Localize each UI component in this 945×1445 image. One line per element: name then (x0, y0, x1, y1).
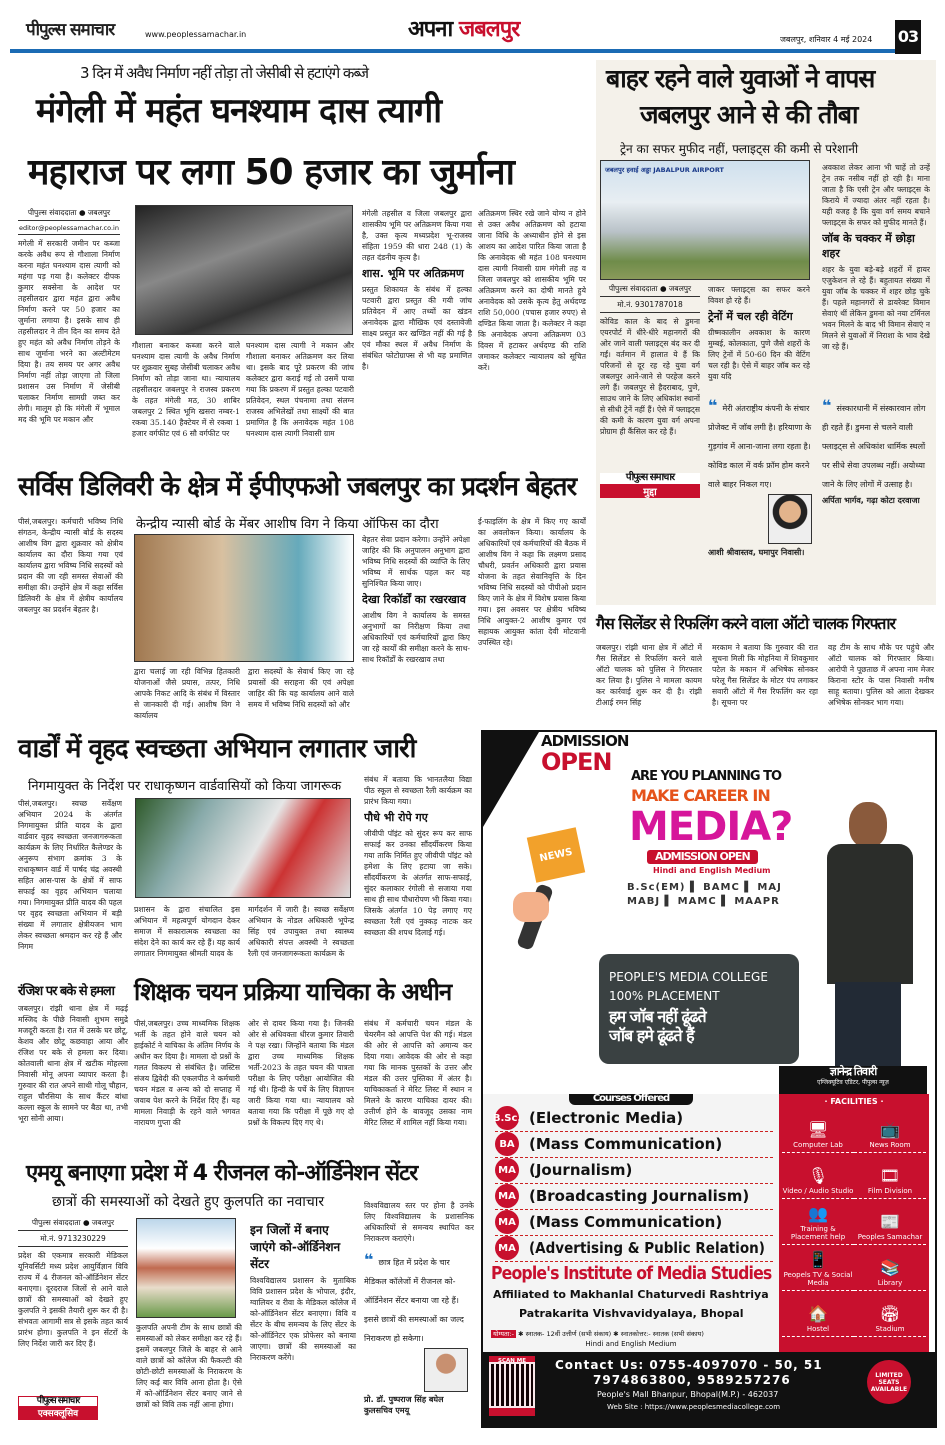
mu-col-1 (18, 1218, 128, 1440)
section-title-b: जबलपुर (458, 17, 520, 42)
ad-question-1: ARE YOU PLANNING TO (631, 769, 782, 784)
website-link[interactable]: www.peoplessamachar.in (145, 30, 247, 39)
quote-text: संस्कारधानी में संस्कारवान लोग ही रहते हैं। डुमना से चलने वाली फ्लाइट्स से अधिकांश धार्मिक स्थलों पर सीधे सेवा उपलब्ध नहीं। अयोध्या जाने के लिए लोगों में उत्साह है। (822, 404, 926, 489)
exclusive-tag (18, 1396, 98, 1420)
ad-question-3: MEDIA? (629, 804, 793, 850)
quote-text: मेरी अंतराष्ट्रीय कंपनी के संचार प्रोजेक्ट में जॉब लगी है। हरियाणा के गुड़गांव में आना-जाना लगा रहता है। कोविड काल में वर्क फ्रॉम होम करने वाले बाहर निकल गए। (708, 404, 812, 489)
page-number: 03 (895, 20, 921, 54)
bubble-line-1: PEOPLE'S MEDIA COLLEGE (609, 970, 768, 984)
speech-bubble (599, 954, 799, 1064)
ranjish-text: जबलपुर। रांझी थाना क्षेत्र में मढ़ई मस्जिद के पीछे निवासी शुभम समुद्रे मजदूरी करता है। रात में उसके घर छोटू, केशव और छोटू कछवाहा आया और रंजिश पर बके से हमला कर दिया। कोतवाली थाना क्षेत्र में खटीक मोहल्ला निवासी मोनू अपना व्यापार करता है। गुरुवार की रात अपने साथी गोलू चौहान, राहुल चौरसिया के साथ कैंटर बांधा कल्ला स्कूल के सामने पर बैठा था, तभी भूरा सोनी आया। (18, 1003, 128, 1123)
courses-list (483, 1106, 779, 1262)
gas-story (594, 612, 939, 724)
swachh-subhead: निगमायुक्त के निर्देश पर राधाकृष्णन वार्डवासियों को किया जागरूक (28, 779, 342, 794)
phone: मो.नं. 9713230229 (18, 1234, 128, 1247)
section-title (408, 18, 519, 41)
swachh-text-2: प्रशासन के द्वारा संचालित इस अभियान में महत्वपूर्ण योगदान देकर समाज में सकारात्मक स्वच्छता का संदेश देने का कार्य कर रहे हैं। यह कार्य लगातार निगमायुक्त श्रीमती यादव के (134, 905, 240, 958)
ad-question-2: MAKE CAREER IN (631, 786, 770, 805)
tag-label: एक्सक्लूसिव (19, 1406, 97, 1419)
lead-text-1: मगेली में सरकारी जमीन पर कब्जा करके अवैध रूप से गौशाला निर्माण करना महंत घनश्याम दास त्यागी को महंगा पड़ गया है। कलेक्टर दीपक कुमार सक्सेना के आदेश पर तहसीलदार द्वारा महंत द्वारा अवैध निर्माण करने पर 50 हजार का जुर्माना लगाया है। इसके साथ ही तहसीलदार ने तीन दिन का समय देते हुए महंत को अवैध निर्माण तोड़ने के साथ जुर्माना भरने का अल्टीमेटम दिया है। तय समय पर अगर अवैध निर्माण नहीं तोड़ा जाएगा तो जिला प्रशासन उस निर्माण में जेसीबी चलाकर निर्माण सामग्री जब्त कर लेगी। मालूम हो कि मंगेली में भूमाल मद की भूमि पर मकान और (18, 239, 120, 424)
degree-badge: MA (495, 1210, 519, 1234)
epfo-headline: सर्विस डिलिवरी के क्षेत्र में ईपीएफओ जबलपुर का प्रदर्शन बेहतर (18, 472, 577, 502)
mu-headline: एमयू बनाएगा प्रदेश में 4 रीजनल को-ऑर्डिनेशन सेंटर (26, 1161, 418, 1186)
stadium-icon: 🏟 (879, 1304, 901, 1323)
lead-col-4 (362, 208, 472, 461)
shikshak-text-2: ओर से दायर किया गया है। जिनकी ओर से अधिवक्ता धीरज कुमार तिवारी ने पक्ष रखा। जिन्होंने बताया कि मंडल द्वारा उच्च माध्यमिक शिक्षक भर्ती-2023 के तहत चयन की पात्रता परीक्षा के लिए परीक्षा आयोजित की गई थी। हिन्दी के पर्चे के लिए विज्ञापन जारी किया गया था। न्यायालय को बताया गया कि परीक्षा में पूछे गए दो प्रश्नों के विकल्प दिए गए थे। (248, 1019, 354, 1127)
issue-date: जबलपुर, शनिवार 4 मई 2024 (780, 35, 873, 44)
lead-headline-2: महाराज पर लगा 50 हजार का जुर्माना (28, 152, 514, 193)
mu-text-3: विश्वविद्यालय प्रशासन के मुताबिक विवि प्रशासन प्रदेश के भोपाल, इंदौर, ग्वालियर व रीवा के मेडिकल कॉलेज में को-ऑर्डिनेशन सेंटर बनाएगा। विवि व सेंटर के बीच समन्वय के लिए सेंटर के को-ऑर्डिनेटर एक प्रोफेसर को बनाया जाएगा। छात्रों की समस्याओं का निराकरण करेंगे। (250, 1276, 356, 1362)
epfo-text-3: द्वारा सदस्यों के सेवार्थ किए जा रहे प्रयासों की सराहना की एवं अपेक्षा जाहिर की कि यह कार्यालय आने वाले समय में भविष्य निधि सदस्यों को और (248, 667, 354, 709)
epfo-photo (134, 534, 354, 662)
shikshak-story (134, 980, 479, 1150)
facility-item (854, 1107, 926, 1153)
qr-code[interactable] (489, 1356, 535, 1416)
bubble-line-3: हम जॉब नहीं ढूंढते (609, 1007, 706, 1026)
lead-story (0, 58, 592, 468)
medium-label-2: Hindi and English Medium (585, 1340, 677, 1349)
airport-subhead-3: जॉब के चक्कर में छोड़ा शहर (822, 232, 915, 260)
airport-subhead-2: ट्रेनों में चल रही वेटिंग (708, 310, 793, 323)
lead-photo (135, 205, 353, 335)
epfo-story (0, 472, 590, 727)
newspaper-icon: 📰 (880, 1212, 900, 1231)
facility-item (854, 1245, 926, 1291)
facility-item (782, 1291, 854, 1337)
epfo-text-5: ई-फाइलिंग के क्षेत्र में किए गए कार्यों का अवलोकन किया। कार्यालय के अधिकारियों एवं कर्मचारियों की बैठक में आशीष विग ने कहा कि लक्ष्मण प्रसाद चौधरी, प्रवर्तन अधिकारी द्वारा प्रयास योजना के तहत सेवानिवृत्ति के दिन भविष्य निधि सदस्यों को पीपीओ प्रदान किए जाने के क्षेत्र में विशेष प्रयास किया गया। इस अवसर पर क्षेत्रीय भविष्य निधि आयुक्त-2 आशीष कुमार एवं सहायक आयुक्त कांता देवी मोटवानी उपस्थित रहे। (478, 517, 586, 647)
corner-triangle (483, 732, 539, 827)
course-name: (Journalism) (529, 1161, 633, 1179)
ranjish-headline: रंजिश पर बके से हमला (18, 984, 115, 999)
poll-label: मुद्दा (600, 484, 700, 498)
airport-col-3 (822, 162, 930, 390)
degree-badge: MA (495, 1184, 519, 1208)
course-name: (Electronic Media) (529, 1109, 684, 1127)
swachh-text-4a: संबंध में बताया कि भानतलैया विद्या पीठ स्कूल से स्वच्छता रैली कार्यक्रम का प्रारंभ किया गया। (364, 775, 472, 806)
mu-subhead: छात्रों की समस्याओं को देखते हुए कुलपति का नवाचार (52, 1194, 325, 1210)
ranjish-story (18, 980, 128, 1150)
open-label: OPEN (541, 748, 612, 776)
institute-name: People's Institute of Media Studies (491, 1262, 772, 1284)
gas-text-2: मरकाम ने बताया कि गुरुवार की रात सूचना मिली कि मोहनिया में शिवकुमार पटेल के मकान में अभिषेक सोनकर घरेलू गैस सिलेंडर के मोटर पंप लगाकर सवारी ऑटो में गैस रिफलिंग कर रहा है। सूचना पर (712, 643, 818, 707)
facility-label: Video / Audio Studio (782, 1187, 854, 1195)
airport-col-2 (708, 284, 810, 390)
courses-panel (483, 1094, 779, 1352)
masthead (0, 0, 945, 54)
epfo-col-4 (362, 534, 470, 722)
airport-headline-1: बाहर रहने वाले युवाओं ने वापस (606, 64, 875, 93)
epfo-text-1: पीसं,जबलपुर। कर्मचारी भविष्य निधि संगठन, केन्द्रीय न्यासी बोर्ड के सदस्य आशीष विग द्वारा शुक्रवार को क्षेत्रीय कार्यालय का दौरा किया गया एवं कार्यालय द्वारा भविष्य निधि सदस्यों को प्रदान की जा रही समस्त सेवाओं की समीक्षा की। उन्होंने क्षेत्र में कहा सर्विस डिलिवरी के क्षेत्र में क्षेत्रीय कार्यालय जबलपुर का प्रदर्शन बेहतर है। (18, 517, 123, 614)
course-item (495, 1132, 773, 1158)
contact-phone-1: Contact Us: 0755-4097070 - 50, 51 (555, 1358, 823, 1372)
poll-logo-text: पीपुल्स समाचार (625, 472, 675, 483)
facility-item (782, 1199, 854, 1245)
admission-pill: ADMISSION OPEN (647, 850, 758, 864)
library-icon: 📚 (880, 1258, 900, 1277)
swachh-text-3: मार्गदर्शन में जारी है। स्वच्छ सर्वेक्षण अभियान के नोडल अधिकारी भूपेन्द्र सिंह एवं उपायुक्त तथा स्वास्थ्य अधिकारी संपत्त अवस्थी ने स्वच्छता रैली एवं जनजागरूकता कार्यक्रम के (248, 905, 354, 958)
tv-icon: 📺 (880, 1120, 900, 1139)
lead-headline-1: मंगेली में महंत घनश्याम दास त्यागी (36, 91, 442, 131)
degree-badge: MA (495, 1236, 519, 1260)
mu-text-1: प्रदेश की एकमात्र सरकारी मेडिकल यूनिवर्सिटी मध्य प्रदेश आयुर्विज्ञान विवि राज्य में 4 रीजनल को-ऑर्डिनेशन सेंटर बनाएगा। दूरदराज जिलों से आने वाले छात्रों की समस्याओं को देखते हुए कुलपति ने इसकी तैयारी शुरू कर दी है। संभवतः आगामी सत्र से इसके तहत कार्य प्रारंभ होगा। कुलपति ने इन सेंटरों के लिए निर्देश जारी कर दिए हैं। (18, 1251, 128, 1348)
social-icon: 📱 (808, 1250, 828, 1269)
course-item (495, 1210, 773, 1236)
facility-item (854, 1291, 926, 1337)
studio-icon: 🎙 (807, 1166, 829, 1185)
facility-label: Computer Lab (793, 1141, 843, 1149)
course-item (495, 1184, 773, 1210)
poll-logo (600, 473, 700, 498)
person-photo (817, 802, 917, 1066)
person-title: एग्जिक्यूटिव एडिटर, पीपुल्स न्यूज़ (817, 1078, 889, 1086)
quote-box-2 (822, 396, 932, 601)
mu-col-3 (250, 1218, 356, 1438)
facility-label: Stadium (875, 1325, 905, 1333)
mu-subhead-2: इन जिलों में बनाए जाएंगे को-ऑर्डिनेशन सेंटर (250, 1223, 341, 1271)
address: People's Mall Bhanpur, Bhopal(M.P.) - 462037 (597, 1390, 779, 1399)
epfo-text-2: द्वारा चलाई जा रही विभिन्न हितकारी योजनाओं जैसे प्रयास, तत्पर, निधि आपके निकट आदि के संबंध में विस्तार से जानकारी दी गई। आशीष विग ने कार्यालय (134, 667, 240, 720)
quote-author: अर्पिता भार्गव, गढ़ा कोटा दरवाजा (822, 496, 920, 505)
person-name: ज्ञानेन्द्र तिवारी (829, 1065, 877, 1078)
epfo-subhead-2: देखा रिकॉर्डों का रखरखाव (362, 593, 466, 606)
quote-icon: ❝ (822, 396, 832, 415)
mu-col-4 (364, 1200, 474, 1440)
gas-headline: गैस सिलेंडर से रिफलिंग करने वाला ऑटो चालक गिरफ्तार (596, 614, 896, 633)
facility-label: Hostel (806, 1325, 830, 1333)
degree-badge: B.Sc. (495, 1106, 519, 1130)
swachh-text-4b: जीवीपी पॉइंट को सुंदर रूप कर साफ सफाई कर उनका सौंदर्यीकरण किया गया ताकि निर्मित हुए जीवीपी पॉइंट को हमेशा के लिए हटाया जा सके। सौंदर्यीकरण के अंतर्गत साफ-सफाई, सुंदर कलाकार रंगोली से सजाया गया साथ ही साथ पौधारोपण भी किया गया। जिसके अंतर्गत 10 पेड़ लगाए गए स्वच्छता रैली एवं नुक्कड़ नाटक कर स्वच्छता की शपथ दिलाई गई। (364, 829, 472, 937)
degree-badge: BA (495, 1132, 519, 1156)
medium-label: Hindi and English Medium (653, 866, 771, 875)
affiliation-1: Affiliated to Makhanlal Chaturvedi Rashtriya (493, 1288, 769, 1302)
shikshak-text-1: पीसं,जबलपुर। उच्च माध्यमिक शिक्षक भर्ती के तहत होने वाले चयन को हाईकोर्ट ने याचिका के अंतिम निर्णय के अधीन कर दिया है। मामला दो प्रश्नों के गलत विकल्प से संबंधित है। जस्टिस संजय द्विवेदी की एकलपीठ ने कर्मचारी चयन मंडल व अन्य को दो सप्ताह में जवाब पेश करने के निर्देश दिए हैं। यह मामला निवाड़ी के रहने वाले भगवत नारायण गुप्ता की (134, 1019, 240, 1127)
airport-col-1 (600, 284, 700, 599)
tag-logo: पीपुल्स समाचार (36, 1396, 80, 1406)
facility-item (782, 1107, 854, 1153)
course-name: (Mass Communication) (529, 1213, 723, 1231)
gas-text-3: वह टीम के साथ मौके पर पहुंचे और ऑटो चालक को गिरफ्तार किया। आरोपी ने पूछताछ में अपना नाम मेजर किराना स्टोर के पास निवासी मनीष साहू बताया। पुलिस को आता देखकर अभिषेक सोनकर भाग गया। (828, 643, 934, 707)
airport-text-2b: ग्रीष्मकालीन अवकाश के कारण मुम्बई, कोलकाता, पुणे जैसे शहरों के लिए ट्रेनों में 50-60 दिन की वेटिंग चल रही है। ऐसे में बाहर जॉब कर रहे युवा यदि (708, 328, 810, 381)
airport-text-3b: शहर के युवा बड़े-बड़े शहरों में हायर एजुकेशन ले रहे हैं। बहुतायत संख्या में युवा जॉब के चक्कर में शहर छोड़ चुके हैं। पहले महानगरों से डायरेक्ट विमान सेवाएं थीं लेकिन डुमना को नया टर्मिनल भवन मिलने के बाद भी विमान सेवाएं न मिलने से युवाओं में निराशा के भाव देखे जा रहे हैं। (822, 265, 930, 351)
microphone-icon (513, 832, 593, 952)
computer-icon: 🖥 (807, 1120, 829, 1139)
portrait-photo (424, 1348, 468, 1392)
bubble-line-4: जॉब हमे ढूंढते हैं (609, 1026, 694, 1045)
swachh-story (0, 732, 478, 972)
lead-text-3: घनश्याम दास त्यागी ने मकान और गौशाला बनाकर अतिक्रमण कर लिया था। इसके बाद पूरे प्रकरण की जांच कलेक्टर द्वारा कराई गई तो उसमें पाया गया कि प्रकरण में प्रस्तुत हल्का पटवारी प्रतिवेदन, स्थल पंचनामा तथा संलग्न राजस्व अभिलेखों तथा साक्ष्यों की बात प्रमाणित है कि अनावेदक महंत 108 घनश्याम दास त्यागी निवासी ग्राम (246, 341, 354, 438)
phone: मो.नं. 9301787018 (600, 300, 700, 313)
affiliation-2: Patrakarita Vishvavidyalaya, Bhopal (519, 1307, 744, 1321)
airport-subhead: ट्रेन का सफर मुफीद नहीं, फ्लाइट्स की कमी से परेशानी (620, 142, 859, 156)
quote-author: आशी श्रीवास्तव, घमापुर निवासी। (708, 548, 805, 557)
course-name: (Advertising & Public Relation) (529, 1239, 765, 1257)
facility-label: Peopels TV & Social Media (783, 1271, 853, 1287)
swachh-col-4 (364, 774, 472, 964)
qr-icon (491, 1364, 533, 1406)
shikshak-text-3: संबंध में कर्मचारी चयन मंडल के चेयरमैन को आपत्ति पेश की गई। मंडल की ओर से आपत्ति को अमान्य कर दिया गया। आवेदक की ओर से कहा गया कि मानक पुस्तकों के उत्तर और मंडल की उत्तर पुस्तिका में अंतर है। याचिकाकर्ता ने मेरिट लिस्ट में स्थान न मिलने के कारण याचिका दायर की। उत्तीर्ण होने के बावजूद उसका नाम मेरिट लिस्ट में शामिल नहीं किया गया। (364, 1019, 472, 1127)
facilities-panel (779, 1094, 929, 1352)
facility-item (782, 1153, 854, 1199)
lead-text-5: अतिक्रमण स्थिर रखे जाने योग्य न होने से उक्त अवैध अतिक्रमण को हटाया जाना विधि के अध्याधीन होने से इस आशय का आदेश पारित किया जाता है कि अनावेदक श्री महंत 108 घनश्याम दास त्यागी निवासी ग्राम मंगेली तह व जिला जबलपुर को शासकीय भूमि पर अतिक्रमण करने का दोषी मानते हुये अनावेदक को उसके कृत्य हेतु अर्थदण्ड राशि 50,000 (पचास हजार रुपए) से दण्डित किया जाता है। कलेक्टर ने कहा कि अनावेदक अपना अतिक्रमण 03 दिवस में हटाकर अर्थदण्ड की राशि जमाकर कलेक्टर न्यायालय को सूचित करें। (478, 209, 586, 372)
eligibility-text: ✱ स्नातक- 12वीं उत्तीर्ण (सभी संकाय) ✱ स्नातकोत्तर:- स्नातक (सभी संकाय) (518, 1330, 704, 1339)
ad-website[interactable]: Web Site : https://www.peoplesmediacollege.com (607, 1403, 781, 1411)
contact-bar (483, 1352, 937, 1428)
gas-text-1: जबलपुर। रांझी थाना क्षेत्र में ऑटो में गैस सिलेंडर से रिफलिंग करने वाले ऑटो चालक को पुलिस ने गिरफ्तार कर लिया है। पुलिस ने मामला कायम कर कार्रवाई शुरू कर दी है। रांझी टीआई रमन सिंह (596, 643, 702, 707)
airport-text-2a: जाकर फ्लाइट्स का सफर करने विवश हो रहे हैं। (708, 285, 810, 305)
epfo-subhead: केन्द्रीय न्यासी बोर्ड के मेंबर आशीष विग ने किया ऑफिस का दौरा (136, 517, 439, 532)
lead-col-1 (18, 208, 120, 458)
masthead-rule (10, 49, 895, 53)
epfo-text-4b: आशीष विग ने कार्यालय के समस्त अनुभागों का निरीक्षण किया तथा अधिकारियों एवं कर्मचारियों द्वारा किए जा रहे कार्यों की समीक्षा करने के साथ-साथ रिकॉर्डों के रखरखाव तथा (362, 611, 470, 664)
hostel-icon: 🏠 (808, 1304, 828, 1323)
facility-item (854, 1199, 926, 1245)
facilities-grid (782, 1107, 926, 1337)
airport-photo (600, 160, 810, 280)
swachh-text-1: पीसं,जबलपुर। स्वच्छ सर्वेक्षण अभियान 2024 के अंतर्गत निगमायुक्त प्रीति यादव के द्वारा वार्डवार वृहद स्वच्छता जनजागरूकता कार्यक्रम के लिए निर्धारित कैलेण्डर के अनुरूप संभाग क्रमांक 3 के राधाकृष्णन वार्ड में पार्षद चंद्र अवस्थी सहित आस-पास के क्षेत्रों में साफ सफाई का वृहद अभियान चलाया गया। निगमायुक्त प्रीति यादव की पहल पर वृहद स्वच्छता अभियान में बड़ी संख्या में लगातार क्षेत्रीयजन भाग लेकर स्वच्छता श्रमदान कर रहे हैं और निगम (18, 799, 122, 951)
shikshak-headline: शिक्षक चयन प्रक्रिया याचिका के अधीन (134, 978, 452, 1006)
mu-text-2: कुलपति अपनी टीम के साथ छात्रों की समस्याओं को लेकर समीक्षा कर रहे हैं। इसमें जबलपुर जिले के बाहर से आने वाले छात्रों को कॉलेज की फैकल्टी की छोटी-छोटी समस्याओं के निराकरण के लिए कई बार विवि आना होता है। ऐसे में को-ऑर्डिनेशन सेंटर बनाए जाने से छात्रों को विवि तक नहीं आना होगा। (136, 1323, 242, 1409)
course-item (495, 1158, 773, 1184)
scan-label: SCAN ME (497, 1358, 526, 1364)
quote-author: प्रो. डॉ. पुष्पराज सिंह बघेल कुलसचिव एमयू (364, 1395, 444, 1415)
admission-label: ADMISSION (541, 732, 629, 750)
media-college-ad[interactable] (481, 730, 937, 1428)
course-item (492, 1106, 773, 1132)
eligibility (491, 1330, 704, 1339)
lead-text-4a: मंगेली तहसील व जिला जबलपुर द्वारा शासकीय भूमि पर अतिक्रमण किया गया है, उक्त कृत्य मध्यप्रदेश भू-राजस्व संहिता 1959 की धारा 248 (1) के तहत दंडनीय कृत्य है। (362, 209, 472, 262)
quote-icon: ❝ (708, 396, 718, 415)
bubble-line-2: 100% PLACEMENT (609, 989, 720, 1003)
courses-title: Courses Offered (569, 1094, 693, 1105)
mu-photo (136, 1218, 236, 1318)
airport-headline-2: जबलपुर आने से की तौबा (640, 100, 858, 129)
quote-text: छात्र हित में प्रदेश के चार मेडिकल कॉलेजों में रीजनल को-ऑर्डिनेशन सेंटर बनाया जा रहे हैं। इससे छात्रों की समस्याओं का जल्द निराकरण हो सकेगा। (364, 1258, 464, 1343)
byline: पीपुल्स संवाददाता ● जबलपुर (18, 208, 120, 221)
airport-text-1: कोविड काल के बाद से डुमना एयरपोर्ट में धीरे-धीरे महानगरों की ओर जाने वाली फ्लाइट्स बंद कर दी गईं। वर्तमान में हालात ये हैं कि परिजनों से दूर रह रहे युवा वर्ग जबलपुर आने-जाने से परहेज करने लगे हैं। जबलपुर से हैदराबाद, पुणे, साउथ जाने के लिए अधिकांश स्थानों से सीधी ट्रेनें नहीं हैं। ऐसे में फ्लाइट्स की कमी के कारण युवा वर्ग अपना प्रोग्राम ही कैंसिल कर रहे हैं। (600, 317, 700, 436)
swachh-headline: वार्डों में वृहद स्वच्छता अभियान लगातार जारी (18, 734, 416, 764)
mu-text-4: विश्वविद्यालय स्तर पर होना है उनके लिए विश्वविद्यालय के प्रशासनिक अधिकारियों से समन्वय स्थापित कर निराकरण कराएंगे। (364, 1201, 474, 1243)
swachh-subhead-2: पौधे भी रोपे गए (364, 811, 428, 824)
course-item (495, 1236, 773, 1262)
facility-label: Film Division (867, 1187, 913, 1195)
lead-subhead: शास. भूमि पर अतिक्रमण (362, 267, 464, 280)
course-name: (Broadcasting Journalism) (529, 1187, 750, 1205)
lead-text-2: गौशाला बनाकर कब्जा करने वाले घनश्याम दास त्यागी के अवैध निर्माण पर शुक्रवार सुबह जेसीबी चलाकर अवैध निर्माण को तोड़ा जाना था। न्यायालय तहसीलदार जबलपुर ने राजस्व प्रकरण के तहत मंगेली मठ, 30 शाबिर जबलपुर 2 स्थित भूमि खसरा नम्बर-1 रकबा 35.140 हैक्टेयर में से रकबा 1 हजार वर्गफीट एवं 6 सौ वर्गफीट पर (132, 341, 240, 438)
facility-item (782, 1245, 854, 1291)
airport-sign: जबलपुर हवाई अड्डा JABALPUR AIRPORT (605, 166, 724, 174)
people-icon: 👥 (808, 1204, 828, 1223)
programs-line-2: MABJ ▌ MAMC ▌ MAAPR (627, 896, 780, 907)
degree-badge: MA (495, 1158, 519, 1182)
eligibility-label: योग्यता:- (493, 1330, 514, 1339)
epfo-text-4a: बेहतर सेवा प्रदान करेगा। उन्होंने अपेक्षा जाहिर की कि अनुपालन अनुभाग द्वारा भविष्य निधि सदस्यों की व्याप्ति के लिए भविष्य में सार्थक पहल कर यह सुनिश्चित किया जाए। (362, 535, 470, 588)
newspaper-logo: पीपुल्स समाचार (26, 20, 115, 40)
mu-quote (364, 1250, 474, 1345)
facility-label: Library (877, 1279, 903, 1287)
person-caption (779, 1066, 927, 1094)
swachh-photo (135, 798, 351, 898)
facility-label: Training & Placement help (790, 1225, 846, 1241)
portrait-photo (768, 494, 812, 544)
byline: पीपुल्स संवाददाता ● जबलपुर (600, 284, 700, 297)
facility-label: Peoples Samachar (857, 1233, 923, 1241)
email[interactable]: editor@peoplessamachar.co.in (18, 224, 120, 235)
limited-seats-badge: LIMITED SEATS AVAILABLE (867, 1360, 911, 1404)
airport-text-3a: अवकाश लेकर आना भी चाहें तो उन्हें ट्रेन तक नसीब नहीं हो रही है। माना जाता है कि एसी ट्रेन और फ्लाइट्स के किराये में ज्यादा अंतर नहीं रहता है। यही वजह है कि युवा वर्ग समय बचाने फ्लाइट्स के सफर को मुफीद मानते हैं। (822, 163, 930, 227)
film-icon: 🎞 (879, 1166, 901, 1185)
airport-story (596, 60, 936, 605)
mu-story (0, 1158, 478, 1443)
lead-kicker: 3 दिन में अवैध निर्माण नहीं तोड़ा तो जेसीबी से हटाएंगे कब्जे (80, 64, 368, 82)
quote-box-1 (708, 396, 816, 601)
facility-label: News Room (869, 1141, 911, 1149)
mic-cube: NEWS (527, 827, 585, 882)
quote-icon: ❝ (364, 1250, 374, 1269)
contact-phone-2: 7974863800, 9589257276 (593, 1373, 791, 1387)
byline: पीपुल्स संवाददाता ● जबलपुर (18, 1218, 128, 1231)
section-title-a: अपना (408, 17, 453, 42)
lead-text-4b: प्रस्तुत शिकायत के संबंध में हल्का पटवारी द्वारा प्रस्तुत की गयी जांच प्रतिवेदन में आए तथ्यों का खंडन अनावेदक द्वारा मौखिक एवं दस्तावेजी साक्ष्य प्रस्तुत कर खण्डित नहीं की गई है एवं मौका स्थल में अवैध निर्माण के संबंधित फोटोग्राफ्स से भी यह प्रमाणित है। (362, 285, 472, 371)
course-name: (Mass Communication) (529, 1135, 723, 1153)
programs-line-1: B.Sc(EM) ▌ BAMC ▌ MAJ (627, 882, 782, 893)
facility-item (854, 1153, 926, 1199)
facilities-title: · FACILITIES · (824, 1097, 884, 1106)
